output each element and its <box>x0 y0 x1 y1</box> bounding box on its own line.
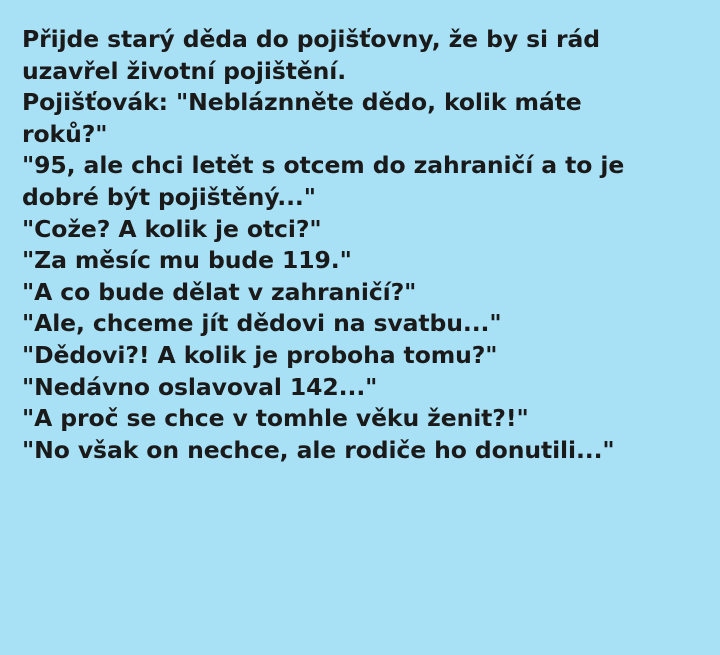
joke-line: Pojišťovák: "Nebláznněte dědo, kolik máte <box>22 88 582 117</box>
joke-line: roků?" <box>22 119 108 148</box>
joke-line: "No však on nechce, ale rodiče ho donutili..." <box>22 435 615 464</box>
joke-line: "Ale, chceme jít dědovi na svatbu..." <box>22 309 502 338</box>
joke-line: "Za měsíc mu bude 119." <box>22 246 352 275</box>
joke-line: "A proč se chce v tomhle věku ženit?!" <box>22 404 529 433</box>
joke-text-block <box>22 24 698 466</box>
joke-line: dobré být pojištěný..." <box>22 182 316 211</box>
joke-line: Přijde starý děda do pojišťovny, že by si rád <box>22 25 601 53</box>
joke-line: "Cože? A kolik je otci?" <box>22 214 322 243</box>
joke-line: "Dědovi?! A kolik je proboha tomu?" <box>22 340 498 369</box>
joke-line: "A co bude dělat v zahraničí?" <box>22 277 417 306</box>
joke-line: "Nedávno oslavoval 142..." <box>22 372 378 401</box>
joke-line: uzavřel životní pojištění. <box>22 56 347 85</box>
joke-line: "95, ale chci letět s otcem do zahraničí a to je <box>22 151 625 180</box>
